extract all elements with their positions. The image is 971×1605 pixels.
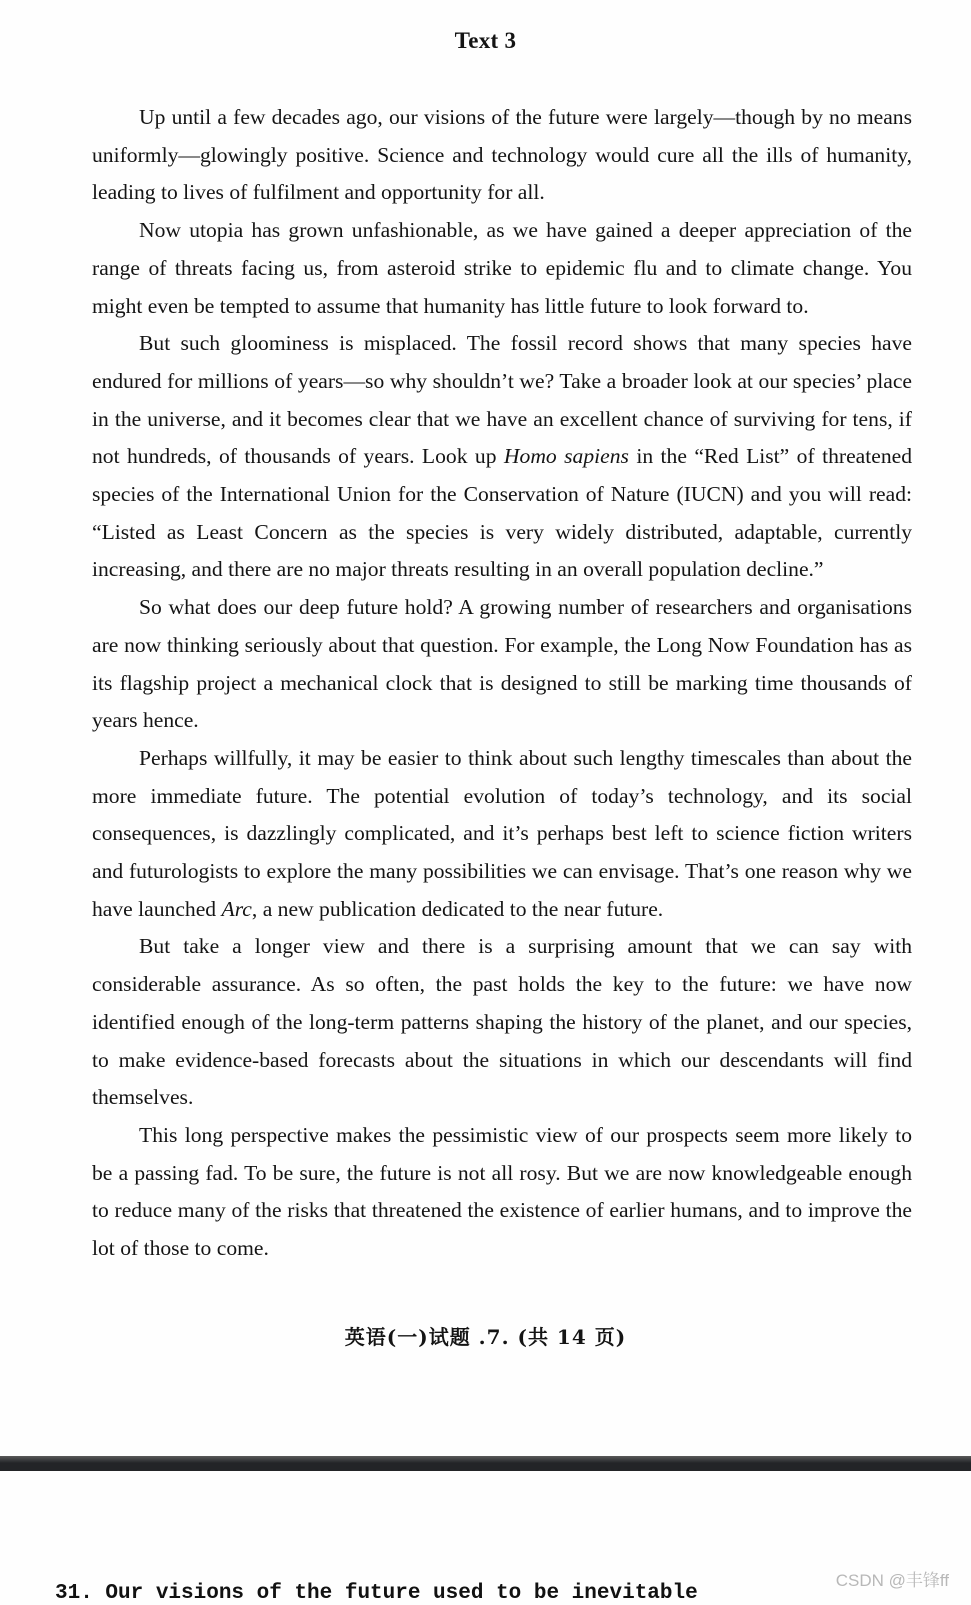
paragraph-text: Up until a few decades ago, our visions of the future were largely—though by no means uniformly—glowingly positive. Science and technology would cure all the ills of humanity, leading to lives of fulfilment and opportunity for all. — [92, 105, 912, 205]
paragraph-text: Perhaps willfully, it may be easier to think about such lengthy timescales than about the more immediate future. The potential evolution of today’s technology, and its social consequences, is dazzlingly complicated, and it’s perhaps best left to science fiction writers and futurologists to explore the many possibilities we can envisage. That’s one reason why we have launched — [92, 745, 912, 921]
passage-title: Text 3 — [454, 28, 517, 53]
paragraph-text: But take a longer view and there is a surprising amount that we can say with considerable assurance. As so often, the past holds the key to the future: we have now identified enough of the long-term patterns shaping the history of the planet, and our species, to make evidence-based forecasts about the situations in which our descendants will find themselves. — [92, 934, 912, 1110]
paragraph-text: So what does our deep future hold? A growing number of researchers and organisations are now thinking seriously about that question. For example, the Long Now Foundation has as its flagship project a mechanical clock that is designed to still be marking time thousands of years hence. — [92, 595, 912, 733]
page-divider — [0, 1456, 971, 1471]
italic-publication-name: Arc — [221, 896, 252, 921]
paragraph-text: , a new publication dedicated to the near future. — [251, 896, 664, 921]
paragraph-2 — [92, 212, 912, 325]
paragraph-7 — [92, 1117, 912, 1268]
cut-off-question: 31. Our visions of the future used to be inevitable — [55, 1582, 698, 1605]
paragraph-text: But such gloominess is misplaced. The fossil record shows that many species have endured for millions of years—so why shouldn’t we? Take a broader look at our species’ place in the universe, and it becomes clear that we have an excellent chance of surviving for tens, if not hundreds, of thousands of years. Look up — [92, 331, 912, 469]
paragraph-1 — [92, 99, 912, 212]
next-page — [0, 1471, 971, 1597]
watermark: CSDN @丰锋ff — [835, 1571, 949, 1590]
paragraph-text: This long perspective makes the pessimistic view of our prospects seem more likely to be a passing fad. To be sure, the future is not all rosy. But we are now knowledgeable enough to reduce many of the risks that threatened the existence of earlier humans, and to improve the lot of those to come. — [92, 1122, 912, 1261]
passage-body — [92, 99, 912, 1268]
paragraph-3 — [92, 325, 912, 589]
paragraph-text: Now utopia has grown unfashionable, as we have gained a deeper appreciation of the range of threats facing us, from asteroid strike to epidemic flu and to climate change. You might even be tempted to assume that humanity has little future to look forward to. — [92, 218, 912, 318]
page-footer: 英语(一)试题 .7. (共 14 页) — [344, 1325, 627, 1349]
paragraph-6 — [92, 928, 912, 1117]
paragraph-text: in the “Red List” of threatened species of the International Union for the Conservation of Nature (IUCN) and you will read: “Listed as Least Concern as the species is very widely distributed, adaptable, currently increasing, and there are no major threats resulting in an overall population decline.” — [92, 444, 912, 582]
paragraph-5 — [92, 740, 912, 929]
paragraph-4 — [92, 589, 912, 740]
italic-species-name: Homo sapiens — [503, 444, 629, 469]
